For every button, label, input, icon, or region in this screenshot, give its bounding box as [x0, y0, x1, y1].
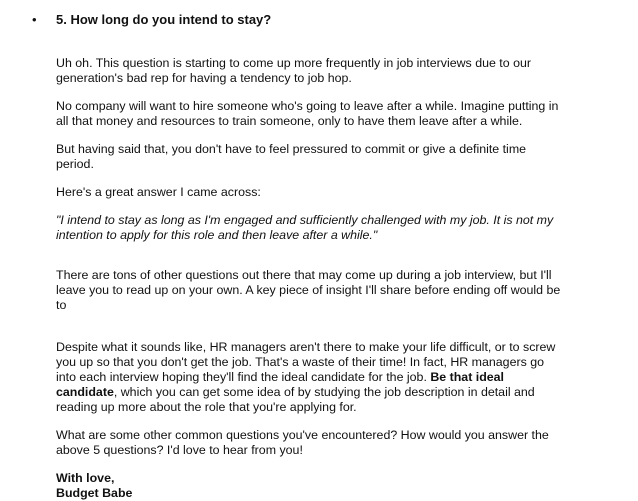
paragraph-text: into each interview hoping they'll find the ideal candidate for the job. — [56, 370, 431, 384]
quote-line: "I intend to stay as long as I'm engaged and sufficiently challenged with my job. It is not my — [56, 213, 554, 227]
paragraph-line: Uh oh. This question is starting to come up more frequently in job interviews due to our — [56, 56, 531, 70]
paragraph-line: No company will want to hire someone who's going to leave after a while. Imagine putting in — [56, 99, 559, 113]
paragraph-line — [56, 385, 608, 400]
article-body — [56, 56, 608, 501]
section-heading: 5. How long do you intend to stay? — [56, 12, 272, 27]
paragraph-line: generation's bad rep for having a tendency to job hop. — [56, 71, 352, 85]
paragraph-line: Despite what it sounds like, HR managers aren't there to make your life difficult, or to screw — [56, 340, 556, 354]
paragraph-line: above 5 questions? I'd love to hear from you! — [56, 443, 303, 457]
paragraph-line: There are tons of other questions out there that may come up during a job interview, but I'll — [56, 268, 552, 282]
paragraph-line — [56, 370, 608, 385]
signoff-line: With love, — [56, 471, 115, 485]
paragraph-line: But having said that, you don't have to feel pressured to commit or give a definite time — [56, 142, 527, 156]
emphasis-text: Be that ideal — [430, 370, 505, 384]
paragraph-line: you up so that you don't get the job. That's a waste of their time! In fact, HR managers go — [56, 355, 545, 369]
signature: Budget Babe — [56, 486, 133, 500]
paragraph-line: to — [56, 298, 67, 312]
paragraph-line: period. — [56, 157, 94, 171]
paragraph-line: Here's a great answer I came across: — [56, 185, 261, 199]
paragraph-text: , which you can get some idea of by studying the job description in detail and — [113, 385, 535, 399]
emphasis-text: candidate — [56, 385, 114, 399]
paragraph-line: What are some other common questions you've encountered? How would you answer the — [56, 428, 549, 442]
paragraph-line: leave you to read up on your own. A key piece of insight I'll share before ending off would be — [56, 283, 561, 297]
paragraph-line: reading up more about the role that you're applying for. — [56, 400, 357, 414]
bullet-point: • — [32, 12, 37, 27]
quote-line: intention to apply for this role and then leave after a while." — [56, 228, 378, 242]
paragraph-line: all that money and resources to train someone, only to have them leave after a while. — [56, 114, 523, 128]
